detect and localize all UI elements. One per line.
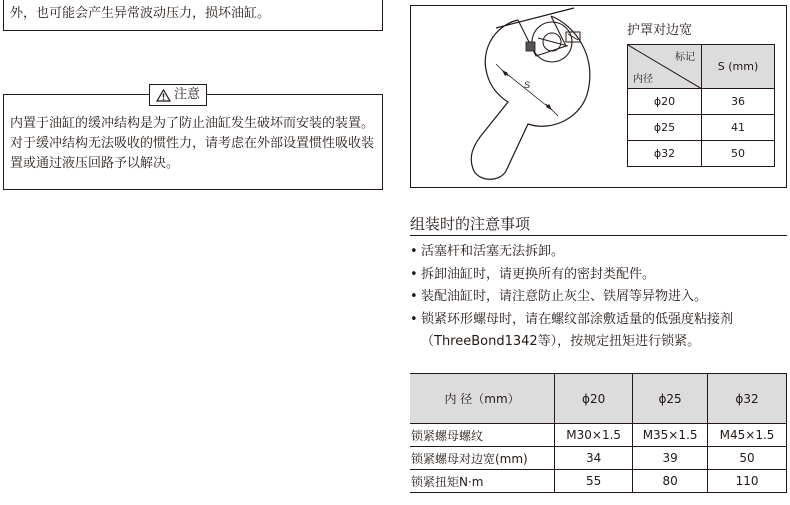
table-cell: M45×1.5 <box>708 424 787 447</box>
table-cell: 39 <box>633 447 708 470</box>
header-col: ϕ25 <box>633 374 708 424</box>
table-cell: 34 <box>555 447 633 470</box>
wrench-figure-box <box>410 5 787 188</box>
diagonal-header-cell <box>628 45 702 89</box>
s-cell: 36 <box>702 89 775 115</box>
note-text: 拆卸油缸时，请更换所有的密封类配件。 <box>421 266 656 282</box>
caution-body: 内置于油缸的缓冲结构是为了防止油缸发生破坏而安装的装置。对于缓冲结构无法吸收的惯性力，请考虑在外部设置惯性吸收装置或通过液压回路予以解决。 <box>10 116 375 171</box>
table-cell: 110 <box>708 470 787 493</box>
cover-width-title: 护罩对边宽 <box>627 23 693 38</box>
header-col: ϕ32 <box>708 374 787 424</box>
row-label: 锁紧螺母螺纹 <box>410 424 555 447</box>
wrench-drawing <box>456 6 626 188</box>
note-text: 锁紧环形螺母时，请在螺纹部涂敷适量的低强度粘接剂（ThreeBond1342等），按规定扭矩进行锁紧。 <box>421 311 734 349</box>
table-row <box>410 470 787 493</box>
assembly-notes-list <box>410 241 788 354</box>
table-row <box>410 424 787 447</box>
table-cell: 55 <box>555 470 633 493</box>
continued-text-box <box>3 0 383 31</box>
bullet: • <box>410 244 418 259</box>
header-bore: 内径 <box>633 74 653 85</box>
bore-cell: ϕ32 <box>628 141 702 167</box>
table-header-row <box>410 374 787 424</box>
bullet: • <box>410 311 418 327</box>
table-cell: M30×1.5 <box>555 424 633 447</box>
caution-box <box>3 87 383 190</box>
table-cell: 50 <box>708 447 787 470</box>
table-cell: M35×1.5 <box>633 424 708 447</box>
bore-cell: ϕ20 <box>628 89 702 115</box>
warning-triangle-icon <box>156 89 171 102</box>
continued-text: 外，也可能会产生异常波动压力，损坏油缸。 <box>10 6 271 21</box>
row-label: 锁紧扭矩N·m <box>410 470 555 493</box>
table-row <box>628 89 775 115</box>
s-cell: 41 <box>702 115 775 141</box>
list-item <box>410 309 788 354</box>
s-cell: 50 <box>702 141 775 167</box>
table-row <box>410 447 787 470</box>
header-s: S (mm) <box>702 45 775 89</box>
table-row <box>628 115 775 141</box>
row-label: 锁紧螺母对边宽(mm) <box>410 447 555 470</box>
table-header-row <box>628 45 775 89</box>
dimension-label-s: S <box>524 80 531 90</box>
torque-table <box>410 373 787 493</box>
caution-title <box>149 84 207 106</box>
note-text: 装配油缸时，请注意防止灰尘、铁屑等异物进入。 <box>421 289 708 304</box>
list-item <box>410 286 788 309</box>
bore-cell: ϕ25 <box>628 115 702 141</box>
table-cell: 80 <box>633 470 708 493</box>
cover-width-table <box>627 44 775 167</box>
caution-title-text: 注意 <box>174 87 201 102</box>
note-text: 活塞杆和活塞无法拆卸。 <box>421 244 565 259</box>
header-mark: 标记 <box>675 52 695 63</box>
header-col: ϕ20 <box>555 374 633 424</box>
table-row <box>628 141 775 167</box>
bullet: • <box>410 289 418 304</box>
header-bore-label: 内 径（mm） <box>410 374 555 424</box>
assembly-section-title: 组装时的注意事项 <box>410 214 787 236</box>
list-item <box>410 241 788 264</box>
list-item <box>410 264 788 287</box>
bullet: • <box>410 266 418 282</box>
